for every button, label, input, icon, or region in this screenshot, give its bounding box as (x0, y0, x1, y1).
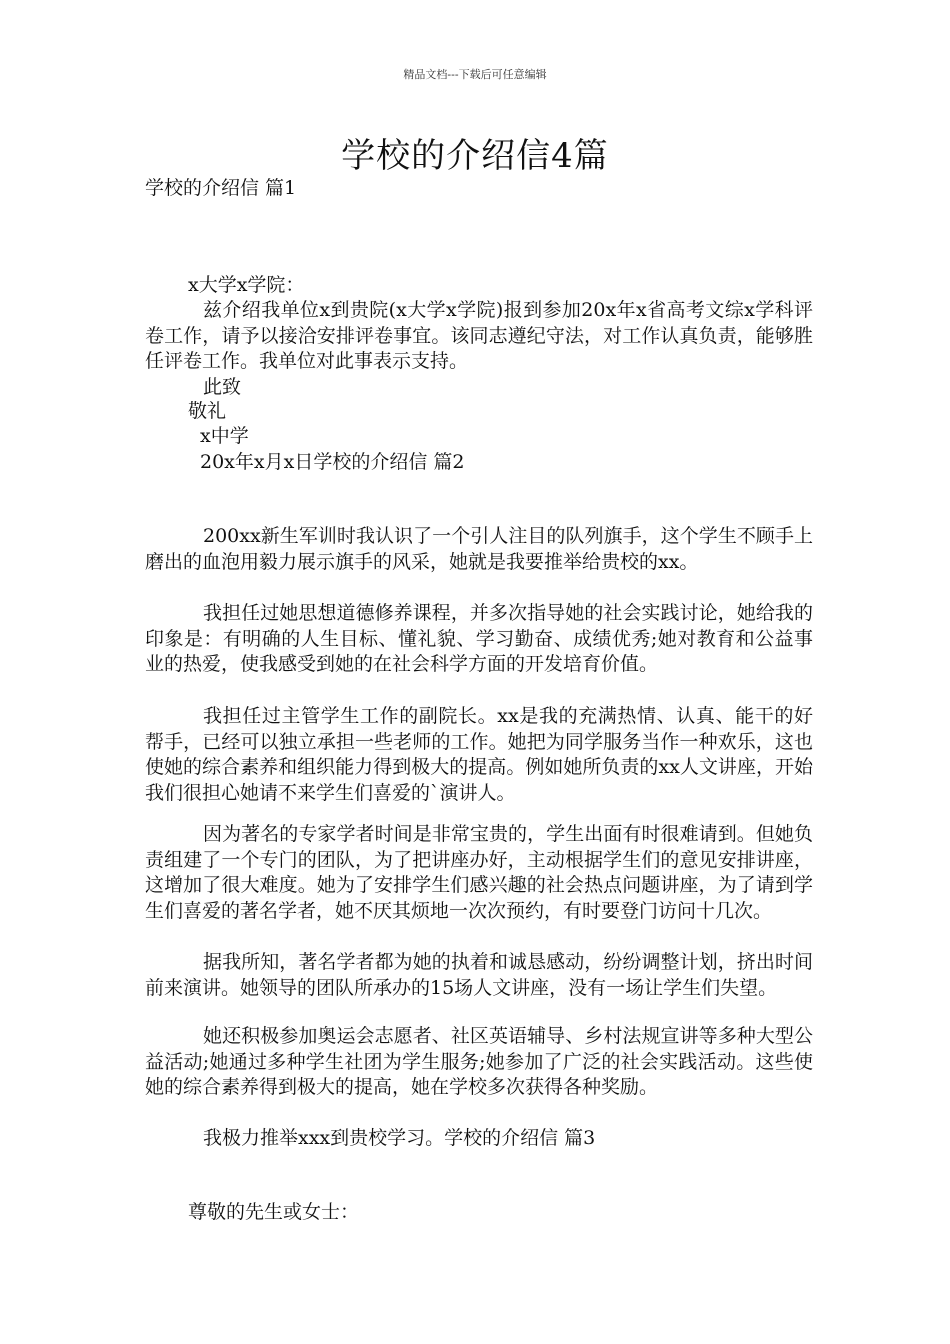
paragraph-5: 据我所知，著名学者都为她的执着和诚恳感动，纷纷调整计划，挤出时间前来演讲。她领导的团队所承办的15场人文讲座，没有一场让学生们失望。 (145, 951, 813, 999)
document-title: 学校的介绍信4篇 (341, 136, 609, 176)
paragraph-3: 我担任过主管学生工作的副院长。xx是我的充满热情、认真、能干的好帮手，已经可以独立承担一些老师的工作。她把为同学服务当作一种欢乐，这也使她的综合素养和组织能力得到极大的提高。例如她所负责的xx人文讲座，开始我们很担心她请不来学生们喜爱的`演讲人。 (145, 705, 813, 804)
paragraph-7: 我极力推举xxx到贵校学习。学校的介绍信 篇3 (203, 1127, 596, 1149)
letter-salutation-3: 尊敬的先生或女士： (188, 1201, 360, 1223)
page-header: 精品文档---下载后可任意编辑 (403, 68, 547, 81)
paragraph-4: 因为著名的专家学者时间是非常宝贵的，学生出面有时很难请到。但她负责组建了一个专门的团队，为了把讲座办好，主动根据学生们的意见安排讲座，这增加了很大难度。她为了安排学生们感兴趣的社会热点问题讲座，为了请到学生们喜爱的著名学者，她不厌其烦地一次次预约，有时要登门访问十几次。 (145, 823, 813, 922)
section-heading-1: 学校的介绍信 篇1 (145, 177, 297, 199)
paragraph-6: 她还积极参加奥运会志愿者、社区英语辅导、乡村法规宣讲等多种大型公益活动;她通过多种学生社团为学生服务;她参加了广泛的社会实践活动。这些使她的综合素养得到极大的提高，她在学校多次获得各种奖励。 (145, 1025, 813, 1099)
letter-signature: x中学 (200, 425, 249, 447)
paragraph-1: 200xx新生军训时我认识了一个引人注目的队列旗手，这个学生不顾手上磨出的血泡用毅力展示旗手的风采，她就是我要推举给贵校的xx。 (145, 525, 813, 573)
closing-line-2: 敬礼 (188, 400, 227, 422)
letter-salutation: x大学x学院： (188, 274, 305, 296)
paragraph-2: 我担任过她思想道德修养课程，并多次指导她的社会实践讨论，她给我的印象是：有明确的人生目标、懂礼貌、学习勤奋、成绩优秀;她对教育和公益事业的热爱，使我感受到她的在社会科学方面的开发培育价值。 (145, 602, 813, 676)
letter-body: 兹介绍我单位x到贵院(x大学x学院)报到参加20x年x省高考文综x学科评卷工作，请予以接洽安排评卷事宜。该同志遵纪守法，对工作认真负责，能够胜任评卷工作。我单位对此事表示支持。 (145, 299, 813, 373)
closing-line-1: 此致 (203, 376, 242, 398)
letter-date: 20x年x月x日学校的介绍信 篇2 (200, 451, 465, 473)
